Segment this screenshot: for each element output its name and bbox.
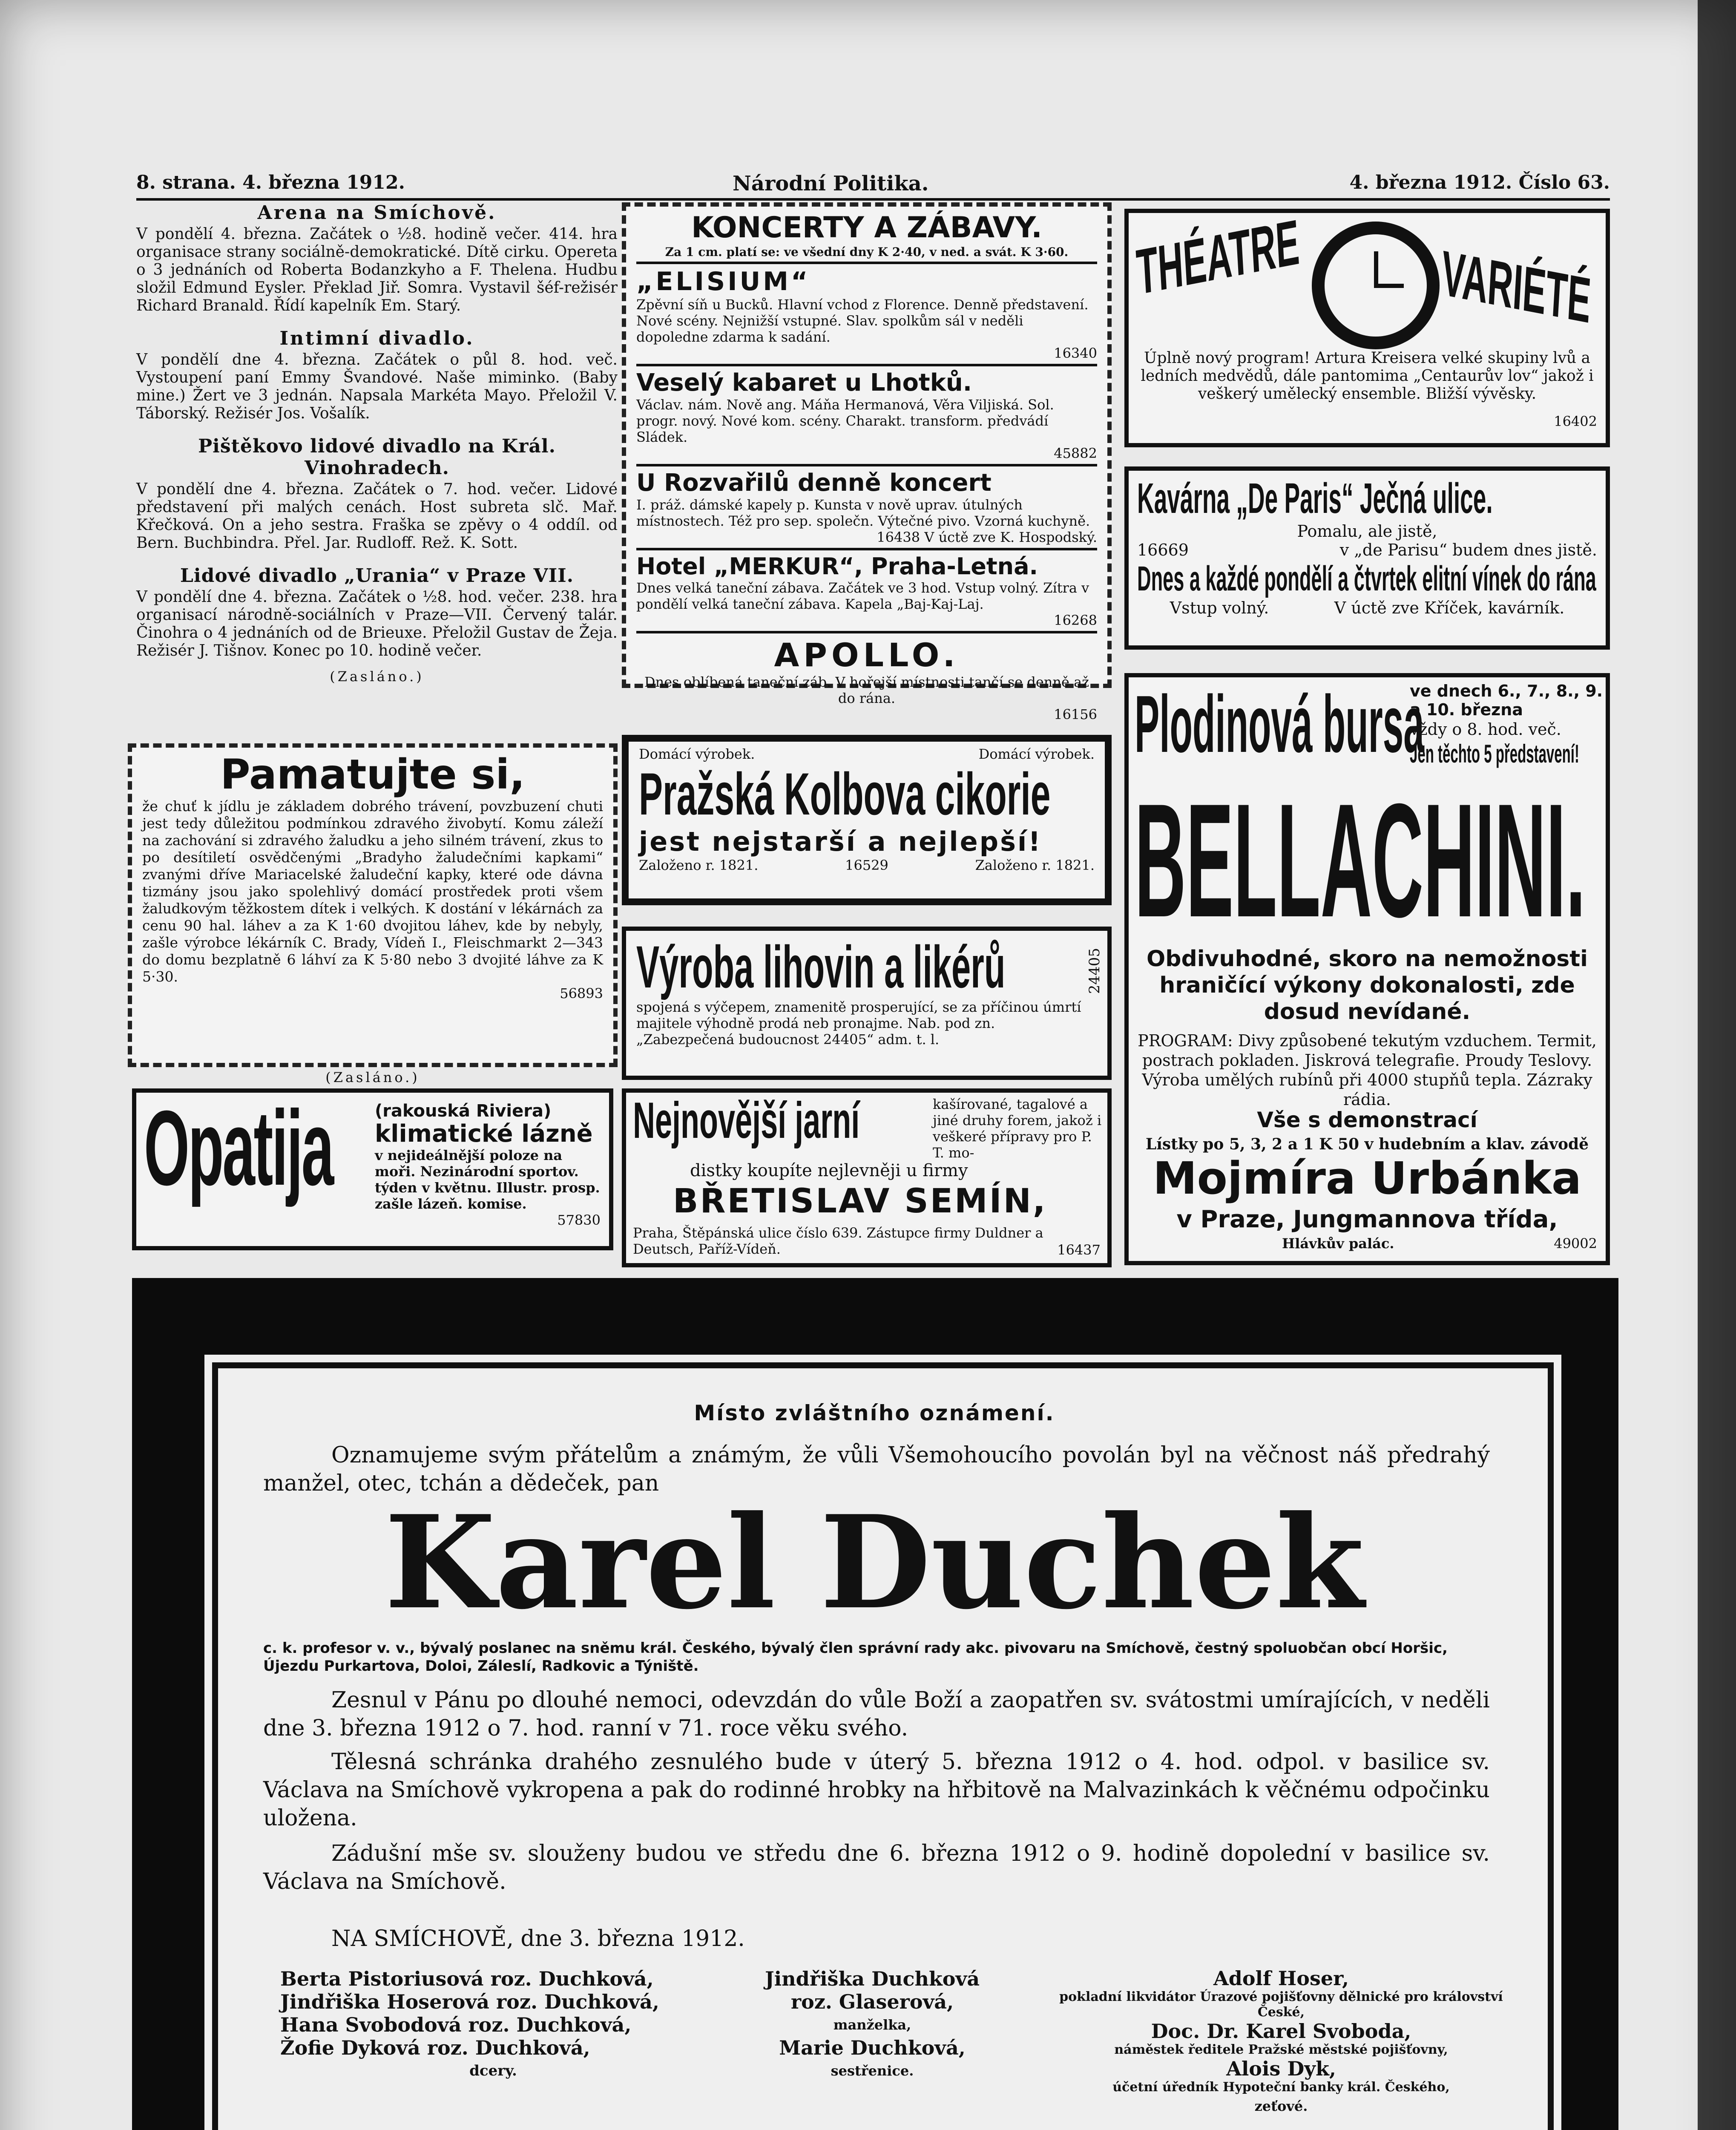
bursa-only: Jen těchto 5 představení! [1410,740,1579,768]
de-paris-line-1: Pomalu, ale jistě, [1297,522,1437,541]
header-right: 4. března 1912. Číslo 63. [1349,172,1610,193]
survivor-cousin: Marie Duchková, [779,2036,966,2059]
survivors-right [1047,1967,1515,2117]
merkur-text: Dnes velká taneční zábava. Začátek ve 3 hod. Vstup volný. Zítra v pondělí velká taneční zábava. Kapela „Baj-Kaj-Laj. [636,580,1089,612]
bursa-time: vždy o 8. hod. več. [1410,720,1561,739]
son-in-law-1: Adolf Hoser, [1213,1967,1349,1990]
semin-mid-text: distky koupíte nejlevněji u firmy [690,1161,968,1180]
rozvarilu-title: U Rozvařilů denně koncert [636,469,992,497]
opatija-ad [132,1088,613,1250]
opatija-line-2: klimatické lázně [375,1120,593,1148]
pistek-text: V pondělí dne 4. března. Začátek o 7. hod. večer. Lidové představení při malých cenách. Host subreta slč. Mař. Křečková. On a jeho sestra. Fraška se zpěvy o 4 oddíl. od Bern. Buchbindra. Přel. Jar. Rudloff. Rež. K. Sott. [136,481,618,552]
vyroba-side-number: 24405 [1086,948,1103,994]
pamatujte-text: že chuť k jídlu je základem dobrého trávení, povzbuzení chuti jest tedy důležitou podmínkou zdravého živobytí. Komu záleží na zachování si zdravého žaludku a jeho silném trávení, zkus to po desítiletí osvědčenými „Bradyho žaludečními kapkami“ zvanými dříve Mariacelské žaludeční kapky, které ode dávna tizmány jsou jako spolehlivý domácí prostředek proti všem žaludkovým těžkostem dítek i velkých. K dostání v lékárnách za cenu 90 hal. láhev a za K 1·60 dvojitou láhev, kde by nebyly, zašle výrobce lékárník C. Brady, Vídeň I., Fleischmarkt 2—343 do domu bezplatně 6 láhví za K 5·80 nebo 3 dvojité láhve za K 5·30. [142,798,603,985]
merkur-title: Hotel „MERKUR“, Praha-Letná. [636,553,1038,580]
theatre-left-word: THÉATRE [1134,206,1301,308]
apollo-item [636,633,1097,725]
bursa-tickets: Lístky po 5, 3, 2 a 1 K 50 v hudebním a klav. závodě [1145,1135,1589,1153]
header-left: 8. strana. 4. března 1912. [136,172,405,193]
survivor-1: Berta Pistoriusová roz. Duchková, [280,1967,654,1990]
obituary-intro: Oznamujeme svým přátelům a známým, že vůli Všemohoucího povolán byl na věčnost náš předrahý manžel, otec, tchán a dědeček, pan [263,1442,1490,1496]
kolbova-bottom-row [639,857,1095,873]
bursa-number: 49002 [1554,1235,1597,1252]
son-in-law-label: zeťové. [1254,2098,1308,2114]
lhotka-title: Veselý kabaret u Lhotků. [636,369,972,397]
de-paris-ad [1124,466,1610,650]
obituary-paragraph-2: Tělesná schránka drahého zesnulého bude v úterý 5. března 1912 o 4. hod. odpol. v basilice sv. Václava na Smíchově vykropena a pak do rodinné hrobky na hřbitově na Malvazinkách k věčnému odpočinku uložena. [263,1749,1490,1831]
de-paris-title: Kavárna „De Paris“ Ječná ulice. [1137,475,1493,522]
rozvarilu-tail [636,529,1097,545]
rozvarilu-item [636,466,1097,550]
zaslano-label-2: (Zasláno.) [325,1069,420,1085]
koncerty-price: Za 1 cm. platí se: ve všední dny K 2·40, v ned. a svát. K 3·60. [636,245,1097,264]
de-paris-line-2: v „de Parisu“ budem dnes jistě. [1339,541,1597,559]
clock-icon [1312,222,1440,349]
lhotka-item [636,366,1097,466]
survivor-left-role: dcery. [469,2062,517,2079]
survivors-middle [723,1967,1021,2082]
apollo-text: Dnes oblíbená taneční záb. V hořejší místnosti tančí se denně až do rána. [644,674,1089,706]
theatre-text: Úplně nový program! Artura Kreisera velké skupiny lvů a ledních medvědů, dále pantomima „Centaurův lov“ jakož i veškerý umělecký ensemble. Bližší vývěsky. [1141,349,1594,403]
semin-address: Praha, Štěpánská ulice číslo 639. Zástupce firmy Duldner a Deutsch, Paříž-Vídeň. [633,1225,1043,1257]
pistek-title: Pištěkovo lidové divadlo na Král. Vinohradech. [198,435,556,479]
rozvarilu-signature: V úctě zve K. Hospodský. [924,529,1097,545]
apollo-number: 16156 [1054,706,1097,722]
survivor-cousin-role: sestřenice. [831,2063,914,2079]
obituary-paragraph-1: Zesnul v Pánu po dlouhé nemoci, odevzdán do vůle Boží a zaopatřen sv. svátostmi umírajících, v neděli dne 3. března 1912 o 7. hod. ranní v 71. roce věku svého. [263,1687,1490,1741]
merkur-number: 16268 [1054,612,1097,628]
survivors-left [280,1967,706,2082]
de-paris-line-4-row [1137,599,1597,617]
obituary-panel [204,1355,1561,2130]
bursa-address: v Praze, Jungmannova třída, [1176,1206,1558,1233]
pamatujte-number: 56893 [560,985,603,1002]
obituary-paragraph-3: Zádušní mše sv. slouženy budou ve středu dne 6. března 1912 o 9. hodině dopolední v basilice sv. Václava na Smíchově. [263,1841,1490,1894]
intimni-title: Intimní divadlo. [279,328,474,349]
opatija-line-3: v nejideálnější poloze na moři. Nezinárodní sportov. týden v květnu. Illustr. prosp. zašle lázeň. komise. [375,1147,600,1212]
elisium-number: 16340 [1054,345,1097,361]
semin-right-text: kašírované, tagalové a jiné druhy forem, jakož i veškeré přípravy pro P. T. mo- [933,1096,1102,1161]
theatre-right-word: VARIÉTÉ [1440,237,1593,337]
vyroba-ad [622,927,1112,1080]
bellachini-name: BELLACHINI. [1135,770,1586,951]
vyroba-text: spojená s výčepem, znamenitě prosperující, se za příčinou úmrtí majitele výhodně prodá neb pronajme. Nab. pod zn. „Zabezpečená budoucnost 24405“ adm. t. l. [636,999,1081,1048]
bursa-palace: Hlávkův palác. [1282,1235,1394,1252]
son-in-law-2-role: náměstek ředitele Pražské městské pojišťovny, [1114,2042,1448,2057]
urania-title: Lidové divadlo „Urania“ v Praze VII. [180,565,574,587]
rozvarilu-text: I. práž. dámské kapely p. Kunsta v nově uprav. útulných místnostech. Též pro sep. společn. Výtečné pivo. Vzorná kuchyně. [636,497,1090,529]
merkur-item [636,550,1097,633]
kolbova-founded-1: Založeno r. 1821. [639,857,759,873]
elisium-title: „ELISIUM“ [636,267,811,296]
obituary-heading: Místo zvláštního oznámení. [694,1401,1055,1425]
lhotka-text: Václav. nám. Nově ang. Máňa Hermanová, Věra Viljiská. Sol. progr. nový. Nové kom. scény. Charakt. transform. předvádí Sládek. [636,397,1054,445]
son-in-law-2: Doc. Dr. Karel Svoboda, [1151,2020,1411,2043]
apollo-title: APOLLO. [774,636,960,674]
semin-title: Nejnovější jarní [633,1092,860,1149]
vyroba-title: Výroba lihovin a likérů [636,933,1006,1000]
opatija-number: 57830 [557,1212,601,1228]
rozvarilu-number: 16438 [877,529,920,545]
bellachini-ad [1124,673,1610,1265]
survivor-widow: Jindřiška Duchková [765,1967,980,1990]
bursa-description: Obdivuhodné, skoro na nemožnosti hraničící výkony dokonalosti, zde dosud nevídané. [1147,946,1588,1025]
bursa-program: PROGRAM: Divy způsobené tekutým vzduchem. Termit, postrach pokladen. Jiskrová telegrafie. Proudy Teslovy. Výroba umělých rubínů při 4000 stupňů tepla. Zázraky rádia. [1138,1031,1597,1109]
kolbova-title: Pražská Kolbova cikorie [639,760,1051,827]
arena-title: Arena na Smíchově. [257,202,497,224]
semin-ad [622,1088,1112,1267]
bursa-title: Plodinová bursa [1135,679,1424,769]
survivor-widow-role: manželka, [833,2017,911,2033]
kolbova-ad [622,735,1112,905]
pamatujte-title: Pamatujte si, [220,751,525,798]
opatija-word: Opatija [144,1088,333,1207]
de-paris-line-3: Dnes a každé pondělí a čtvrtek elitní vínek do rána [1137,559,1596,598]
de-paris-signature: V úctě zve Kříček, kavárník. [1334,599,1565,617]
obituary-place-date: NA SMÍCHOVĚ, dne 3. března 1912. [331,1926,745,1952]
elisium-item [636,264,1097,366]
bursa-dates: ve dnech 6., 7., 8., 9. a 10. března [1410,682,1603,719]
survivor-3: Hana Svobodová roz. Duchková, [280,2013,632,2036]
opatija-line-1: (rakouská Riviera) [375,1101,552,1121]
obituary-frame [132,1278,1618,2130]
son-in-law-1-role: pokladní likvidátor Úrazové pojišťovny dělnické pro království České, [1059,1989,1503,2020]
de-paris-entry: Vstup volný. [1170,599,1269,617]
survivor-2: Jindřiška Hoserová roz. Duchková, [280,1990,659,2013]
kolbova-subtitle: jest nejstarší a nejlepší! [639,826,1042,857]
elisium-text: Zpěvní síň u Bucků. Hlavní vchod z Florence. Denně představení. Nové scény. Nejnižší vstupné. Slav. spolkům sál v neděli dopoledne zdarma k sadání. [636,296,1089,345]
kolbova-top-row [639,746,1095,762]
urania-text: V pondělí dne 4. března. Začátek o ½8. hod. večer. 238. hra organisací národně-sociálních v Praze—VII. Červený talár. Činohra o 4 jednáních od de Brieuxe. Přeložil Gustav de Žeja. Režisér J. Tišnov. Konec po 10. hodině večer. [136,588,618,659]
arena-text: V pondělí 4. března. Začátek o ½8. hodině večer. 414. hra organisace strany sociálně-demokratické. Dítě cirku. Opereta o 3 jednáních od Roberta Bodanzkyho a F. Thelena. Hudbu složil Edmund Eysler. Překlad Jiř. Somra. Vystavil šéf-režisér Richard Branald. Řídí kapelník Em. Starý. [136,225,618,314]
koncerty-ad [622,202,1112,722]
header-center: Národní Politika. [733,172,929,196]
intimni-text: V pondělí dne 4. března. Začátek o půl 8. hod. več. Vystoupení paní Emmy Švandové. Naše miminko. (Baby mine.) Žert ve 3 jednán. Napsala Markéta Mayo. Přeložil V. Táborský. Režisér Jos. Vošalík. [136,351,618,422]
son-in-law-3-role: účetní úředník Hypoteční banky král. Českého, [1112,2080,1450,2095]
de-paris-line-2-row [1137,541,1597,559]
de-paris-number: 16669 [1137,541,1189,559]
lhotka-number: 45882 [1054,445,1097,461]
page-header [136,168,1610,201]
kolbova-right-label: Domácí výrobek. [978,746,1095,762]
deceased-name: Karel Duchek [384,1487,1365,1638]
theatre-variete-ad [1124,206,1610,447]
koncerty-title: KONCERTY A ZÁBAVY. [691,211,1042,245]
column-1 [136,200,618,685]
son-in-law-3: Alois Dyk, [1226,2057,1336,2080]
kolbova-left-label: Domácí výrobek. [639,746,755,762]
zaslano-label: (Zasláno.) [330,668,424,685]
survivor-4: Žofie Dyková roz. Duchková, [280,2036,590,2059]
scan-right-margin [1698,0,1736,2130]
pamatujte-ad [128,743,618,1067]
semin-name: BŘETISLAV SEMÍN, [673,1182,1047,1220]
semin-number: 16437 [1057,1242,1101,1258]
deceased-titles: c. k. profesor v. v., bývalý poslanec na sněmu král. Českého, bývalý člen správní rady akc. pivovaru na Smíchově, čestný spoluobčan obcí Horšic, Újezdu Purkartova, Doloi, Záleslí, Radkovic a Týniště. [263,1640,1448,1675]
opatija-text-block [375,1101,601,1228]
kolbova-founded-2: Založeno r. 1821. [975,857,1095,873]
theatre-number: 16402 [1554,413,1597,429]
survivor-widow-maiden: roz. Glaserová, [790,1990,954,2013]
bursa-shop-name: Mojmíra Urbánka [1153,1152,1582,1204]
bursa-demo: Vše s demonstrací [1257,1108,1477,1132]
kolbova-number: 16529 [845,857,888,873]
